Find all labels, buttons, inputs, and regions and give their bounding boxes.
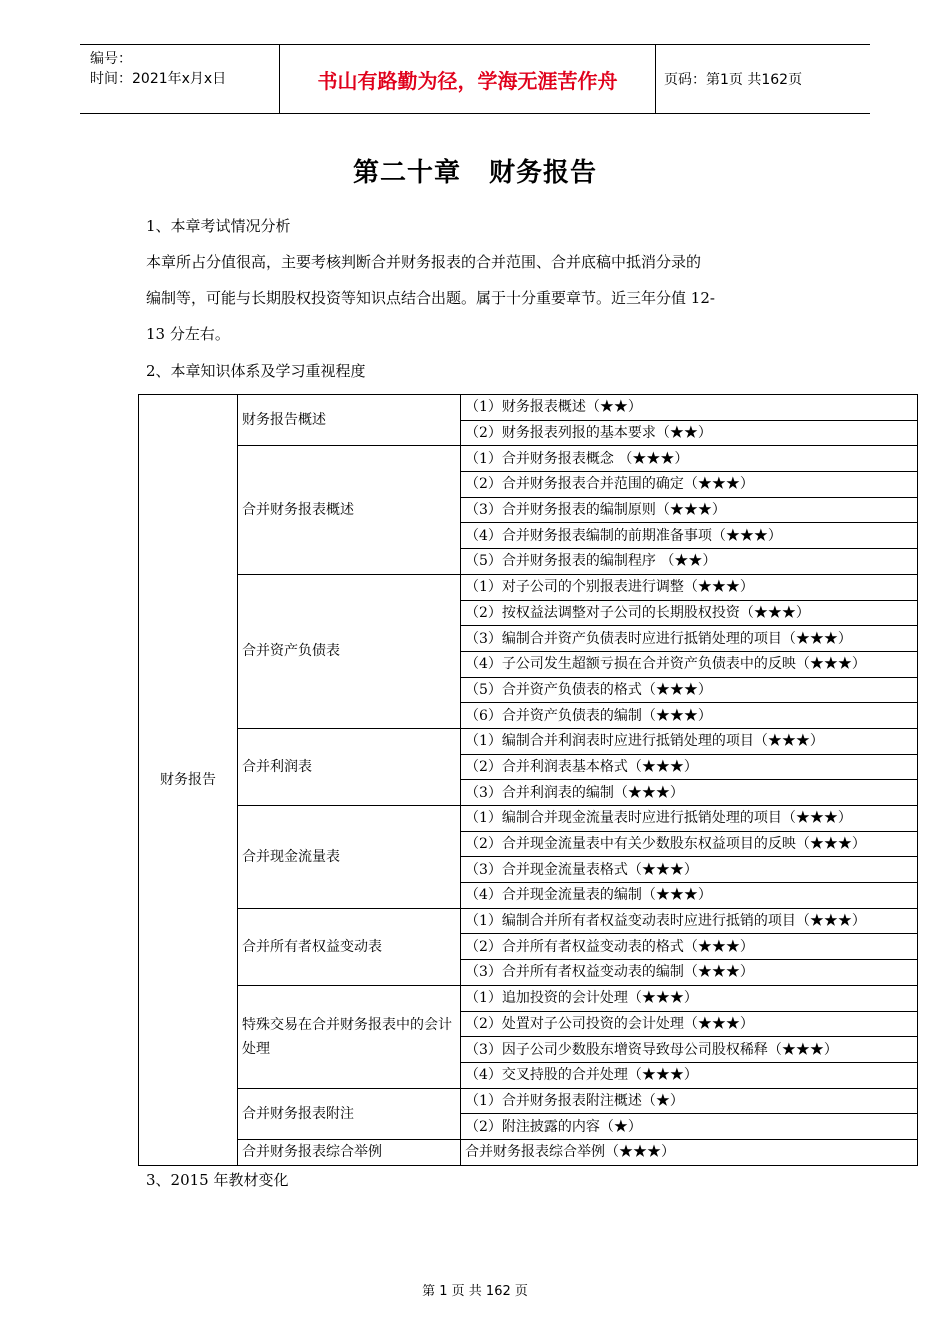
- knowledge-item-cell: （2）合并财务报表合并范围的确定（★★★）: [461, 472, 918, 498]
- knowledge-item-cell: （2）按权益法调整对子公司的长期股权投资（★★★）: [461, 600, 918, 626]
- header-motto: 书山有路勤为径，学海无涯苦作舟: [280, 45, 656, 113]
- topic-cell: 合并财务报表附注: [238, 1088, 461, 1139]
- knowledge-item-cell: （3）合并所有者权益变动表的编制（★★★）: [461, 960, 918, 986]
- knowledge-item-cell: （1）对子公司的个别报表进行调整（★★★）: [461, 574, 918, 600]
- knowledge-item-cell: （2）财务报表列报的基本要求（★★）: [461, 420, 918, 446]
- knowledge-item-cell: 合并财务报表综合举例（★★★）: [461, 1139, 918, 1165]
- knowledge-item-cell: （1）编制合并利润表时应进行抵销处理的项目（★★★）: [461, 728, 918, 754]
- section-2-heading: 2、本章知识体系及学习重视程度: [146, 362, 366, 380]
- section-1-heading: 1、本章考试情况分析: [146, 217, 291, 235]
- knowledge-item-cell: （3）因子公司少数股东增资导致母公司股权稀释（★★★）: [461, 1037, 918, 1063]
- table-row: [139, 806, 918, 832]
- chapter-number: 第二十章: [352, 158, 461, 188]
- knowledge-item-cell: （1）追加投资的会计处理（★★★）: [461, 985, 918, 1011]
- knowledge-item-cell: （4）合并现金流量表的编制（★★★）: [461, 883, 918, 909]
- time-label: 时间：2021年x月x日: [90, 71, 227, 87]
- table-row: [139, 908, 918, 934]
- knowledge-item-cell: （1）财务报表概述（★★）: [461, 395, 918, 421]
- knowledge-item-cell: （4）子公司发生超额亏损在合并资产负债表中的反映（★★★）: [461, 651, 918, 677]
- topic-cell: 合并财务报表综合举例: [238, 1139, 461, 1165]
- section-3-heading: 3、2015 年教材变化: [146, 1171, 289, 1189]
- table-row: [139, 574, 918, 600]
- table-row: [139, 1088, 918, 1114]
- page-header: [80, 44, 870, 114]
- page-footer: 第 1 页 共 162 页: [422, 1284, 528, 1299]
- knowledge-item-cell: （3）合并现金流量表格式（★★★）: [461, 857, 918, 883]
- topic-cell: 合并现金流量表: [238, 806, 461, 909]
- knowledge-item-cell: （5）合并资产负债表的格式（★★★）: [461, 677, 918, 703]
- knowledge-item-cell: （3）合并利润表的编制（★★★）: [461, 780, 918, 806]
- knowledge-item-cell: （2）处置对子公司投资的会计处理（★★★）: [461, 1011, 918, 1037]
- root-category-cell: 财务报告: [139, 395, 238, 1166]
- knowledge-item-cell: （2）合并现金流量表中有关少数股东权益项目的反映（★★★）: [461, 831, 918, 857]
- header-meta: [80, 45, 280, 113]
- table-row: [139, 395, 918, 421]
- knowledge-item-cell: （1）编制合并现金流量表时应进行抵销处理的项目（★★★）: [461, 806, 918, 832]
- knowledge-item-cell: （6）合并资产负债表的编制（★★★）: [461, 703, 918, 729]
- chapter-name: 财务报告: [489, 158, 598, 188]
- table-row: [139, 728, 918, 754]
- section-1-line-2: 编制等，可能与长期股权投资等知识点结合出题。属于十分重要章节。近三年分值 12-: [146, 289, 715, 307]
- table-row: [139, 446, 918, 472]
- chapter-title: [0, 152, 950, 189]
- knowledge-table: [138, 394, 918, 1166]
- table-row: [139, 985, 918, 1011]
- header-page-info: 页码：第1页 共162页: [664, 72, 803, 88]
- knowledge-item-cell: （1）合并财务报表概念 （★★★）: [461, 446, 918, 472]
- topic-cell: 合并利润表: [238, 728, 461, 805]
- knowledge-item-cell: （4）合并财务报表编制的前期准备事项（★★★）: [461, 523, 918, 549]
- section-1-line-3: 13 分左右。: [146, 325, 230, 343]
- knowledge-item-cell: （1）合并财务报表附注概述（★）: [461, 1088, 918, 1114]
- section-1-line-1: 本章所占分值很高，主要考核判断合并财务报表的合并范围、合并底稿中抵消分录的: [146, 253, 702, 271]
- knowledge-item-cell: （2）合并利润表基本格式（★★★）: [461, 754, 918, 780]
- knowledge-item-cell: （3）合并财务报表的编制原则（★★★）: [461, 497, 918, 523]
- number-label: 编号：: [90, 51, 132, 67]
- knowledge-item-cell: （1）编制合并所有者权益变动表时应进行抵销的项目（★★★）: [461, 908, 918, 934]
- topic-cell: 财务报告概述: [238, 395, 461, 446]
- topic-cell: 合并资产负债表: [238, 574, 461, 728]
- knowledge-item-cell: （2）合并所有者权益变动表的格式（★★★）: [461, 934, 918, 960]
- topic-cell: 合并财务报表概述: [238, 446, 461, 574]
- topic-cell: 合并所有者权益变动表: [238, 908, 461, 985]
- knowledge-item-cell: （4）交叉持股的合并处理（★★★）: [461, 1062, 918, 1088]
- topic-cell: 特殊交易在合并财务报表中的会计处理: [238, 985, 461, 1088]
- knowledge-item-cell: （2）附注披露的内容（★）: [461, 1114, 918, 1140]
- knowledge-item-cell: （3）编制合并资产负债表时应进行抵销处理的项目（★★★）: [461, 626, 918, 652]
- knowledge-item-cell: （5）合并财务报表的编制程序 （★★）: [461, 549, 918, 575]
